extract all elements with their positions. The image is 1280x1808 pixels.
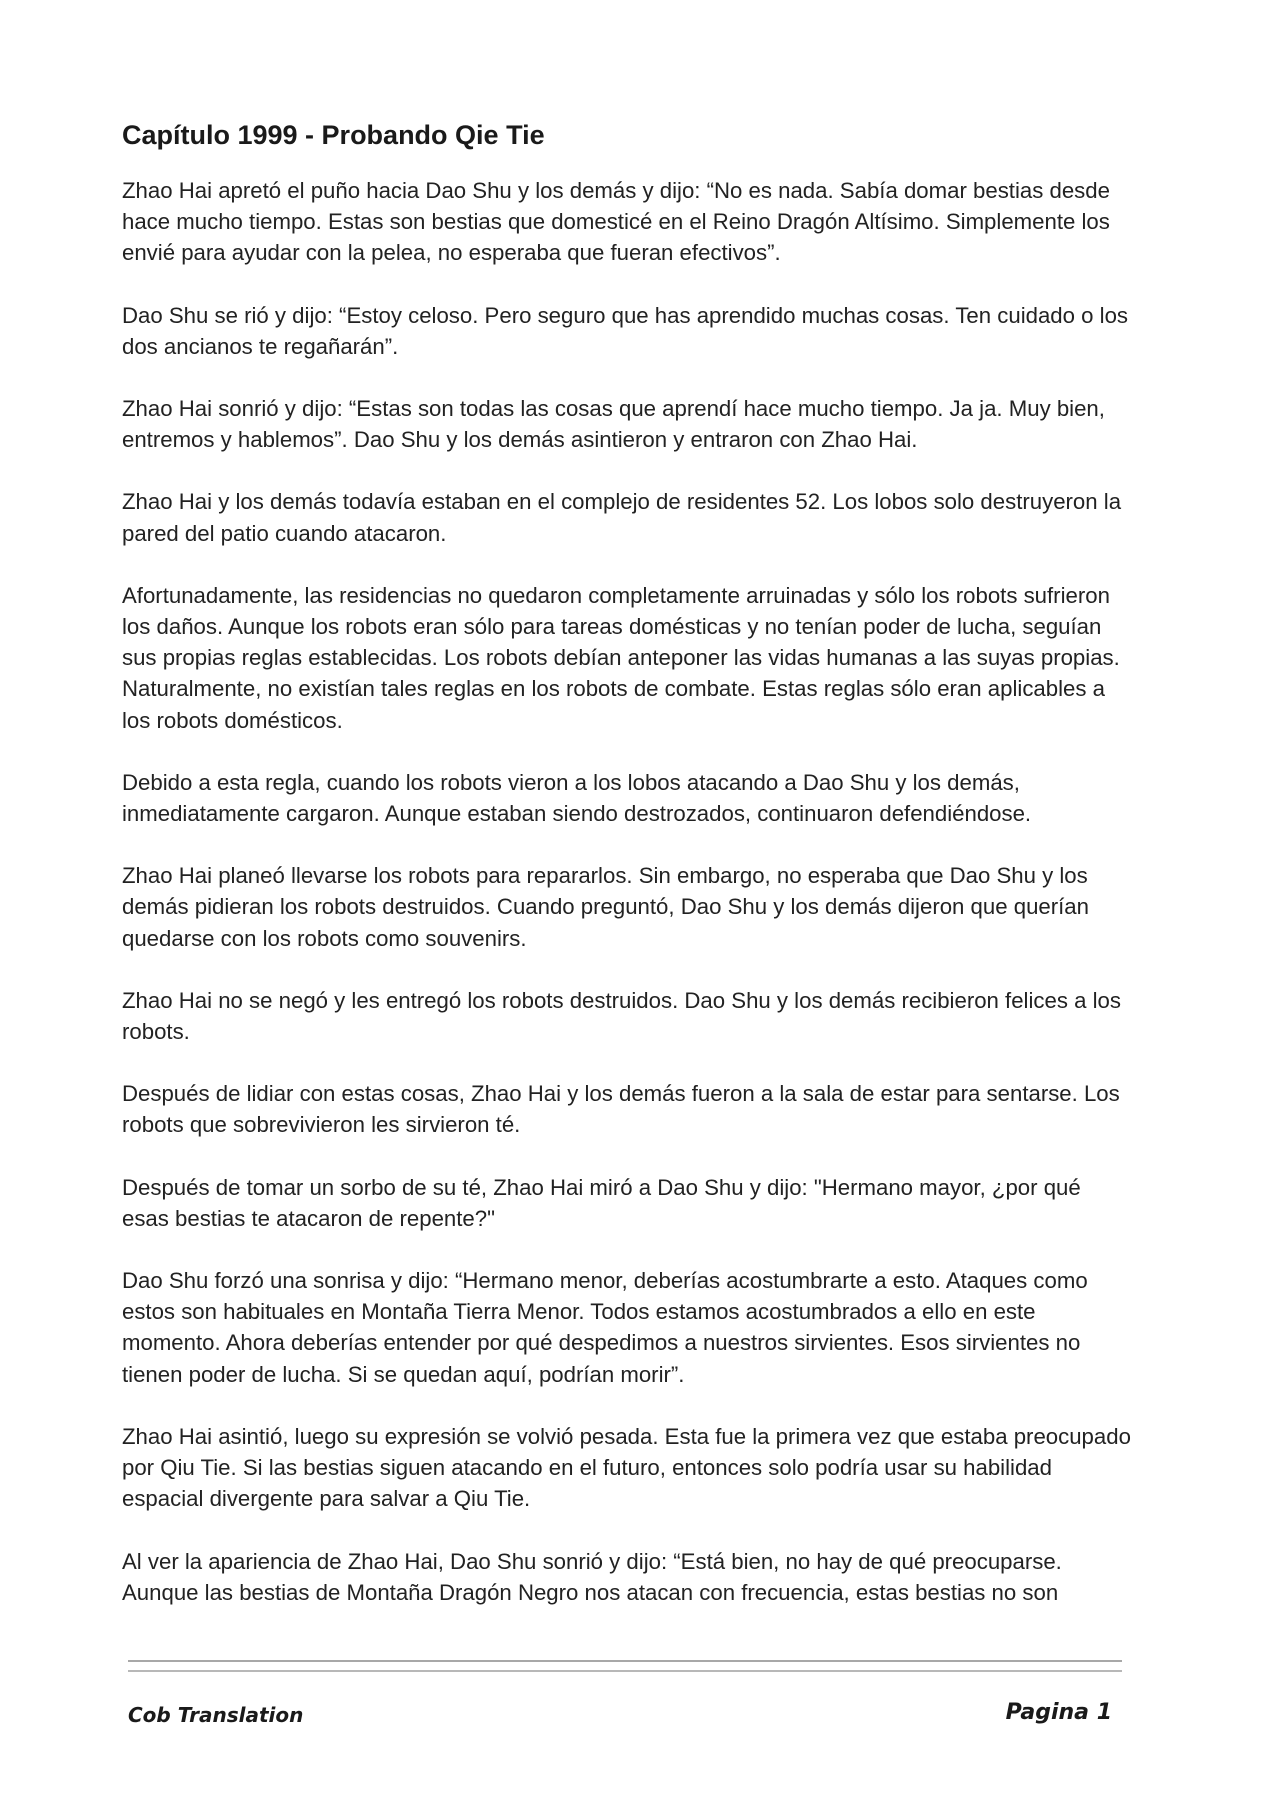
paragraph-9: Después de lidiar con estas cosas, Zhao Hai y los demás fueron a la sala de estar para sentarse. Los robots que sobrevivieron les sirvieron té. <box>122 1081 1120 1138</box>
paragraph-2: Dao Shu se rió y dijo: “Estoy celoso. Pero seguro que has aprendido muchas cosas. Ten cuidado o los dos ancianos te regañarán”. <box>122 302 1129 359</box>
paragraph-6: Debido a esta regla, cuando los robots vieron a los lobos atacando a Dao Shu y los demás, inmediatamente cargaron. Aunque estaban siendo destrozados, continuaron defendiéndose. <box>122 769 1032 827</box>
footer-divider-bottom <box>128 1670 1122 1672</box>
paragraph-11: Dao Shu forzó una sonrisa y dijo: “Hermano menor, deberías acostumbrarte a esto. Ataques como estos son habituales en Montaña Tierra Menor. Todos estamos acostumbrados a ello en este momento. Ahora deberías entender por qué despedimos a nuestros sirvientes. Esos sirvientes no tienen poder de lucha. Si se quedan aquí, podrían morir”. <box>122 1268 1088 1387</box>
paragraph-8: Zhao Hai no se negó y les entregó los robots destruidos. Dao Shu y los demás recibieron felices a los robots. <box>122 987 1121 1045</box>
paragraph-10: Después de tomar un sorbo de su té, Zhao Hai miró a Dao Shu y dijo: "Hermano mayor, ¿por qué esas bestias te atacaron de repente?" <box>122 1174 1081 1231</box>
footer-divider-top <box>128 1660 1122 1662</box>
paragraph-5: Afortunadamente, las residencias no quedaron completamente arruinadas y sólo los robots sufrieron los daños. Aunque los robots eran sólo para tareas domésticas y no tenían poder de lucha, seguían sus propias reglas establecidas. Los robots debían anteponer las vidas humanas a las suyas propias. Naturalmente, no existían tales reglas en los robots de combate. Estas reglas sólo eran aplicables a los robots domésticos. <box>122 582 1120 733</box>
chapter-title: Capítulo 1999 - Probando Qie Tie <box>122 120 545 150</box>
page-content <box>122 118 1132 1639</box>
footer-page-number: Pagina 1 <box>1005 1700 1112 1725</box>
paragraph-3: Zhao Hai sonrió y dijo: “Estas son todas las cosas que aprendí hace mucho tiempo. Ja ja. Muy bien, entremos y hablemos”. Dao Shu y los demás asintieron y entraron con Zhao Hai. <box>122 396 1105 453</box>
paragraph-4: Zhao Hai y los demás todavía estaban en el complejo de residentes 52. Los lobos solo destruyeron la pared del patio cuando atacaron. <box>122 489 1122 546</box>
footer-publisher: Cob Translation <box>128 1703 304 1727</box>
paragraph-13: Al ver la apariencia de Zhao Hai, Dao Shu sonrió y dijo: “Está bien, no hay de qué preocuparse. Aunque las bestias de Montaña Dragón Negro nos atacan con frecuencia, estas bestias no son <box>122 1548 1062 1605</box>
paragraph-7: Zhao Hai planeó llevarse los robots para repararlos. Sin embargo, no esperaba que Dao Shu y los demás pidieran los robots destruidos. Cuando preguntó, Dao Shu y los demás dijeron que querían quedarse con los robots como souvenirs. <box>122 863 1089 951</box>
paragraph-1: Zhao Hai apretó el puño hacia Dao Shu y los demás y dijo: “No es nada. Sabía domar bestias desde hace mucho tiempo. Estas son bestias que domesticé en el Reino Dragón Altísimo. Simplemente los envié para ayudar con la pelea, no esperaba que fueran efectivos”. <box>122 178 1110 266</box>
paragraph-12: Zhao Hai asintió, luego su expresión se volvió pesada. Esta fue la primera vez que estaba preocupado por Qiu Tie. Si las bestias siguen atacando en el futuro, entonces solo podría usar su habilidad espacial divergente para salvar a Qiu Tie. <box>122 1423 1131 1512</box>
